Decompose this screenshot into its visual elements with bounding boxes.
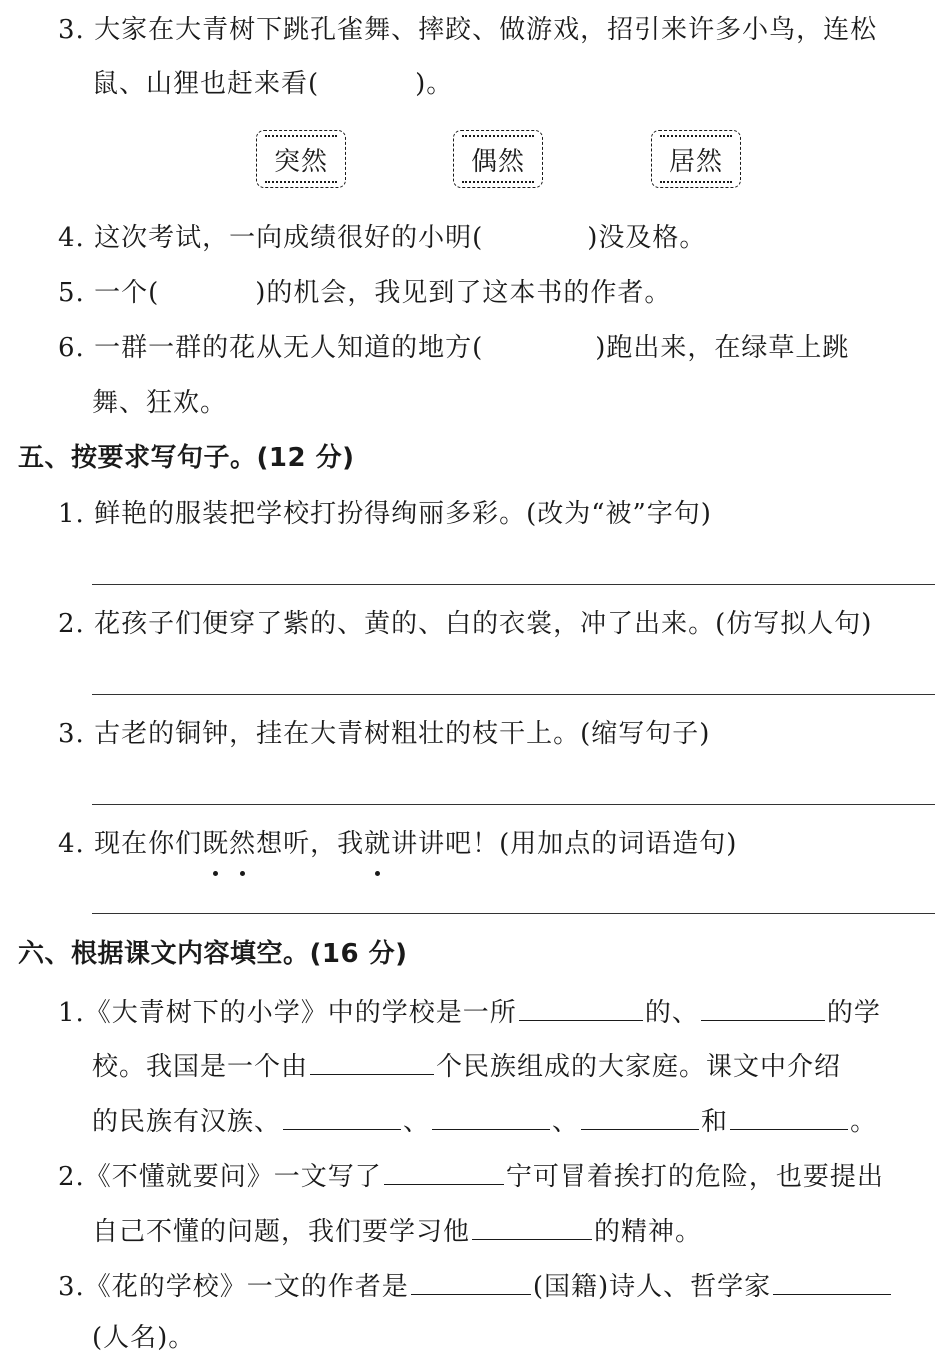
s6-item2-line2: 自己不懂的问题，我们要学习他 的精神。 (92, 1211, 702, 1250)
q6-line1: 6. 一群一群的花从无人知道的地方( )跑出来，在绿草上跳 (58, 333, 850, 363)
s6-item3-line2: (人名)。 (92, 1323, 196, 1353)
q3-line1: 3. 大家在大青树下跳孔雀舞、摔跤、做游戏，招引来许多小鸟，连松 (58, 15, 878, 45)
section5-title: 五、按要求写句子。(12 分) (18, 443, 355, 473)
q6-line2: 舞、狂欢。 (92, 388, 228, 418)
option-box-2: 偶然 (453, 130, 543, 188)
fill-blank[interactable] (730, 1101, 848, 1130)
s5-item2: 2. 花孩子们便穿了紫的、黄的、白的衣裳，冲了出来。(仿写拟人句) (58, 609, 873, 639)
q4-line: 4. 这次考试，一向成绩很好的小明( )没及格。 (58, 223, 707, 253)
emphasized-word: 就 (364, 826, 391, 862)
fill-blank[interactable] (432, 1101, 550, 1130)
fill-blank[interactable] (283, 1101, 401, 1130)
s5-item4: 4. 现在你们既然想听，我就讲讲吧！(用加点的词语造句) (58, 826, 737, 862)
emphasized-word: 既 (202, 826, 229, 862)
s6-item2-line1: 2.《不懂就要问》一文写了 宁可冒着挨打的危险，也要提出 (58, 1156, 884, 1195)
q5-line: 5. 一个( )的机会，我见到了这本书的作者。 (58, 278, 672, 308)
q3-line2: 鼠、山狸也赶来看( )。 (92, 69, 454, 99)
fill-blank[interactable] (581, 1101, 699, 1130)
option-box-3: 居然 (651, 130, 741, 188)
fill-blank[interactable] (519, 992, 643, 1021)
answer-line-3[interactable] (92, 804, 935, 805)
section6-title: 六、根据课文内容填空。(16 分) (18, 939, 408, 969)
option-box-1: 突然 (256, 130, 346, 188)
s5-item1: 1. 鲜艳的服装把学校打扮得绚丽多彩。(改为“被”字句) (58, 499, 712, 529)
s5-item3: 3. 古老的铜钟，挂在大青树粗壮的枝干上。(缩写句子) (58, 719, 711, 749)
answer-line-4[interactable] (92, 913, 935, 914)
s6-item1-line1: 1.《大青树下的小学》中的学校是一所 的、 的学 (58, 992, 881, 1031)
fill-blank[interactable] (411, 1266, 531, 1295)
fill-blank[interactable] (384, 1156, 504, 1185)
s6-item3-line1: 3.《花的学校》一文的作者是 (国籍)诗人、哲学家 (58, 1266, 893, 1305)
fill-blank[interactable] (310, 1046, 434, 1075)
s6-item1-line3: 的民族有汉族、 、 、 和 。 (92, 1101, 877, 1140)
fill-blank[interactable] (472, 1211, 592, 1240)
fill-blank[interactable] (701, 992, 825, 1021)
s6-item1-line2: 校。我国是一个由 个民族组成的大家庭。课文中介绍 (92, 1046, 841, 1085)
emphasized-word: 然 (229, 826, 256, 862)
fill-blank[interactable] (773, 1266, 891, 1295)
answer-line-2[interactable] (92, 694, 935, 695)
answer-line-1[interactable] (92, 584, 935, 585)
